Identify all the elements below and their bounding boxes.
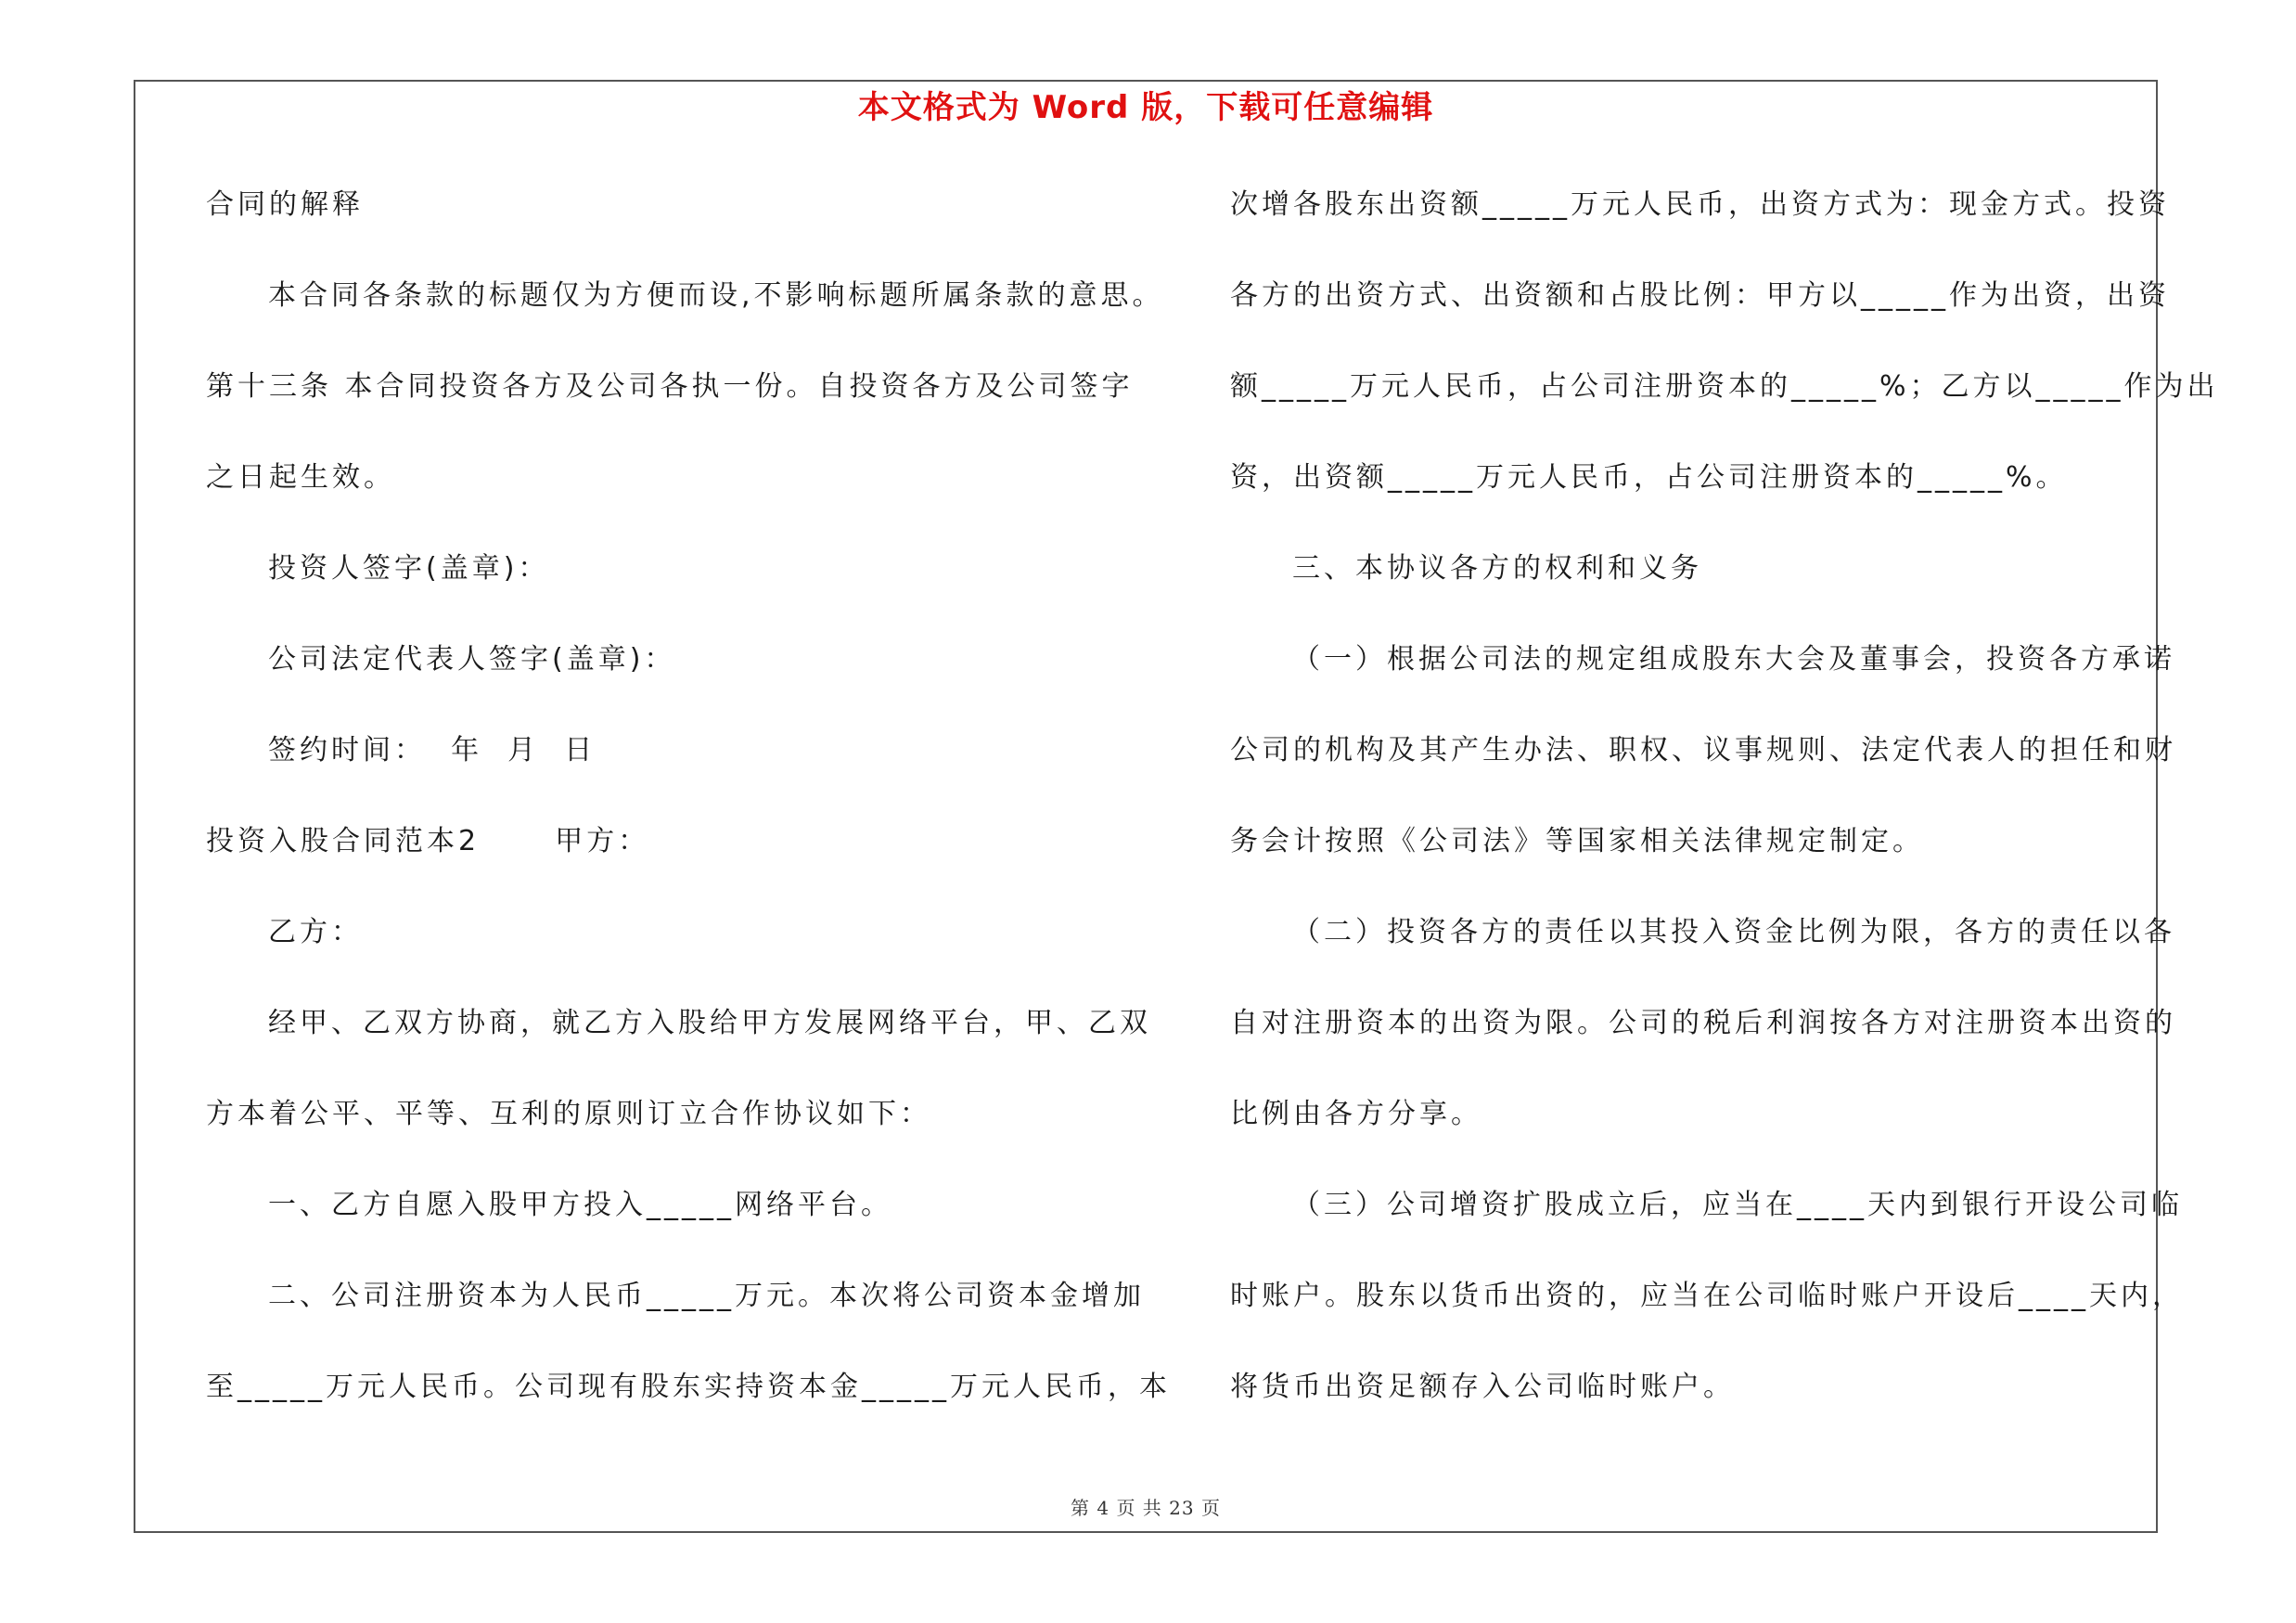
text-line: 一、乙方自愿入股甲方投入_____网络平台。 <box>268 1189 892 1221</box>
text-line: 经甲、乙双方协商，就乙方入股给甲方发展网络平台，甲、乙双 <box>268 1007 1151 1039</box>
left-column <box>206 182 1171 1455</box>
text-line: 至_____万元人民币。公司现有股东实持资本金_____万元人民币，本 <box>206 1371 1171 1403</box>
right-column <box>1230 182 2219 1455</box>
text-line: 自对注册资本的出资为限。公司的税后利润按各方对注册资本出资的 <box>1230 1007 2176 1039</box>
text-line: 时账户。股东以货币出资的，应当在公司临时账户开设后____天内， <box>1230 1280 2184 1312</box>
text-line: 第十三条 本合同投资各方及公司各执一份。自投资各方及公司签字 <box>206 370 1134 403</box>
text-line: 公司的机构及其产生办法、职权、议事规则、法定代表人的担任和财 <box>1230 734 2176 766</box>
text-line: 各方的出资方式、出资额和占股比例：甲方以_____作为出资，出资 <box>1230 279 2170 312</box>
text-line: 比例由各方分享。 <box>1230 1098 1482 1130</box>
section-heading: 三、本协议各方的权利和义务 <box>1292 552 1702 585</box>
text-line: 将货币出资足额存入公司临时账户。 <box>1230 1371 1735 1403</box>
text-line: 之日起生效。 <box>206 461 395 494</box>
text-line: 投资入股合同范本2 甲方： <box>206 825 650 857</box>
text-line: （二）投资各方的责任以其投入资金比例为限，各方的责任以各 <box>1292 916 2175 948</box>
text-line: 二、公司注册资本为人民币_____万元。本次将公司资本金增加 <box>268 1280 1145 1312</box>
text-line: 资，出资额_____万元人民币，占公司注册资本的_____%。 <box>1230 461 2068 494</box>
text-line: 签约时间： 年 月 日 <box>268 734 596 766</box>
page-number: 第 4 页 共 23 页 <box>1071 1497 1221 1519</box>
text-line: 次增各股东出资额_____万元人民币，出资方式为：现金方式。投资 <box>1230 188 2170 221</box>
text-line: （一）根据公司法的规定组成股东大会及董事会，投资各方承诺 <box>1292 643 2175 676</box>
text-line: 方本着公平、平等、互利的原则订立合作协议如下： <box>206 1098 931 1130</box>
text-line: 投资人签字(盖章)： <box>268 552 550 585</box>
format-banner: 本文格式为 Word 版，下载可任意编辑 <box>857 89 1434 126</box>
text-line: 合同的解释 <box>206 188 364 221</box>
text-line: 本合同各条款的标题仅为方便而设,不影响标题所属条款的意思。 <box>268 279 1164 312</box>
text-line: 务会计按照《公司法》等国家相关法律规定制定。 <box>1230 825 1924 857</box>
text-line: 额_____万元人民币，占公司注册资本的_____%；乙方以_____作为出 <box>1230 370 2219 403</box>
text-line: （三）公司增资扩股成立后，应当在____天内到银行开设公司临 <box>1292 1189 2183 1221</box>
text-line: 乙方： <box>268 916 363 948</box>
text-line: 公司法定代表人签字(盖章)： <box>268 643 676 676</box>
